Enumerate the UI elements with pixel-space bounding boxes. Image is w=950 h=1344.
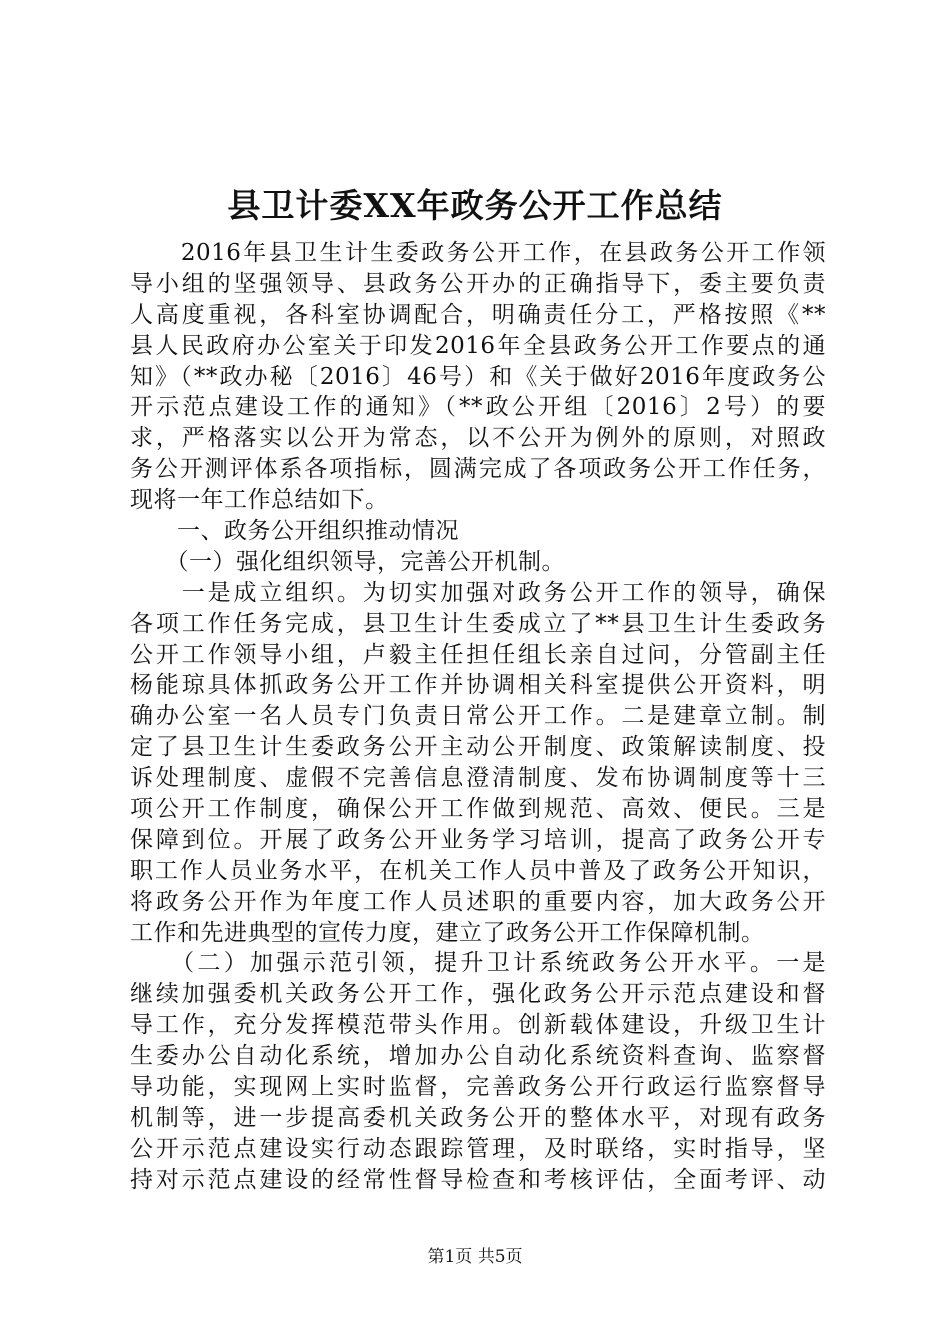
body-line: 诉处理制度、虚假不完善信息澄清制度、发布协调制度等十三 (130, 765, 826, 792)
body-line: 保障到位。开展了政务公开业务学习培训，提高了政务公开专 (130, 826, 826, 853)
body-line: 杨能琼具体抓政务公开工作并协调相关科室提供公开资料，明 (130, 672, 826, 699)
subsection-heading: （一）强化组织领导，完善公开机制。 (130, 548, 565, 575)
body-line: 导工作，充分发挥模范带头作用。创新载体建设，升级卫生计 (130, 1012, 826, 1039)
document-body (130, 238, 826, 1196)
body-line: 导功能，实现网上实时监督，完善政务公开行政运行监察督导 (130, 1074, 826, 1101)
body-line: 机制等，进一步提高委机关政务公开的整体水平，对现有政务 (130, 1104, 826, 1131)
body-line: 各项工作任务完成，县卫生计生委成立了**县卫生计生委政务 (130, 610, 826, 637)
body-line: 定了县卫生计生委政务公开主动公开制度、政策解读制度、投 (130, 734, 826, 761)
section-heading: 一、政务公开组织推动情况 (130, 518, 459, 545)
body-line: 一是成立组织。为切实加强对政务公开工作的领导，确保 (130, 579, 826, 606)
body-line: 求，严格落实以公开为常态，以不公开为例外的原则，对照政 (130, 425, 826, 452)
document-title: 县卫计委XX年政务公开工作总结 (227, 186, 723, 225)
page-number: 第1页 共5页 (427, 1247, 523, 1267)
body-line: 工作和先进典型的宣传力度，建立了政务公开工作保障机制。 (130, 919, 765, 946)
body-line: 知》（**政办秘〔2016〕46号）和《关于做好2016年度政务公 (130, 363, 826, 390)
body-line: 职工作人员业务水平，在机关工作人员中普及了政务公开知识， (130, 857, 826, 884)
body-line: 生委办公自动化系统，增加办公自动化系统资料查询、监察督 (130, 1043, 826, 1070)
body-line: 开示范点建设工作的通知》（**政公开组〔2016〕2号）的要 (130, 394, 826, 421)
body-line: （二）加强示范引领，提升卫计系统政务公开水平。一是 (130, 950, 826, 977)
body-line: 现将一年工作总结如下。 (130, 487, 389, 514)
body-line: 继续加强委机关政务公开工作，强化政务公开示范点建设和督 (130, 981, 826, 1008)
body-line: 确办公室一名人员专门负责日常公开工作。二是建章立制。制 (130, 703, 826, 730)
body-line: 公开工作领导小组，卢毅主任担任组长亲自过问，分管副主任 (130, 641, 826, 668)
body-line: 人高度重视，各科室协调配合，明确责任分工，严格按照《** (130, 301, 826, 328)
body-line: 2016年县卫生计生委政务公开工作，在县政务公开工作领 (130, 240, 826, 266)
body-line: 持对示范点建设的经常性督导检查和考核评估，全面考评、动 (130, 1166, 826, 1193)
body-line: 将政务公开作为年度工作人员述职的重要内容，加大政务公开 (130, 888, 826, 915)
body-line: 导小组的坚强领导、县政务公开办的正确指导下，委主要负责 (130, 270, 826, 297)
body-line: 务公开测评体系各项指标，圆满完成了各项政务公开工作任务， (130, 456, 826, 483)
body-line: 县人民政府办公室关于印发2016年全县政务公开工作要点的通 (130, 332, 826, 359)
body-line: 项公开工作制度，确保公开工作做到规范、高效、便民。三是 (130, 796, 826, 823)
body-line: 公开示范点建设实行动态跟踪管理，及时联络，实时指导，坚 (130, 1135, 826, 1162)
